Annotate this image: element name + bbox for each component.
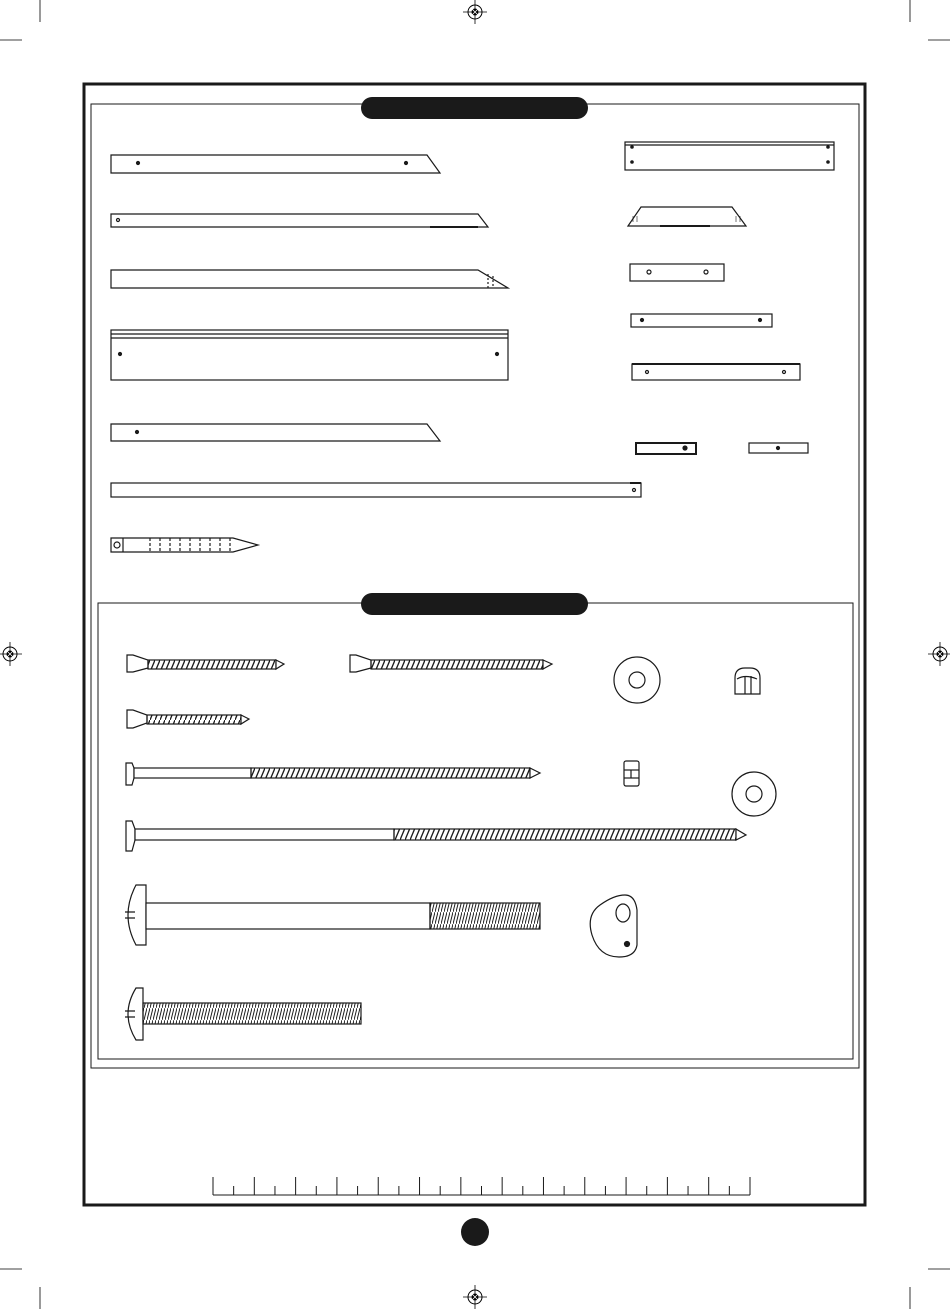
wood-board-icon [111,330,508,380]
hardware-parts-label [361,593,588,615]
screw-icon [127,655,284,672]
screw-icon [350,655,552,672]
washer-icon [614,657,660,703]
page-number [461,1218,489,1246]
wood-board-icon [630,264,724,281]
wood-parts-label [361,97,588,119]
screw-icon [126,763,540,785]
wood-board-icon [111,424,440,441]
wood-board-icon [111,270,508,288]
acorn-nut-icon [735,668,760,694]
registration-mark-icon [0,642,22,666]
outer-frame [84,84,865,1205]
wood-board-icon [111,155,440,173]
screw-icon [127,710,249,728]
wood-parts [111,142,834,552]
wood-board-icon [625,142,834,170]
screw-icon [126,821,746,851]
washer-icon [732,772,776,816]
wood-board-icon [631,314,772,327]
ground-stake-icon [111,538,258,552]
registration-mark-icon [463,0,487,24]
registration-mark-icon [463,1285,487,1309]
barrel-nut-icon [590,895,637,957]
registration-mark-icon [928,642,950,666]
ruler [213,1177,750,1195]
carriage-bolt-icon [125,988,361,1040]
wood-board-icon [628,207,746,226]
wood-board-icon [632,364,800,380]
wood-board-icon [749,443,808,453]
carriage-bolt-icon [125,885,540,945]
wood-board-icon [636,443,696,454]
hex-nut-icon [624,761,639,786]
wood-board-icon [111,483,641,497]
wood-board-icon [111,214,488,227]
hardware-parts [125,655,776,1040]
